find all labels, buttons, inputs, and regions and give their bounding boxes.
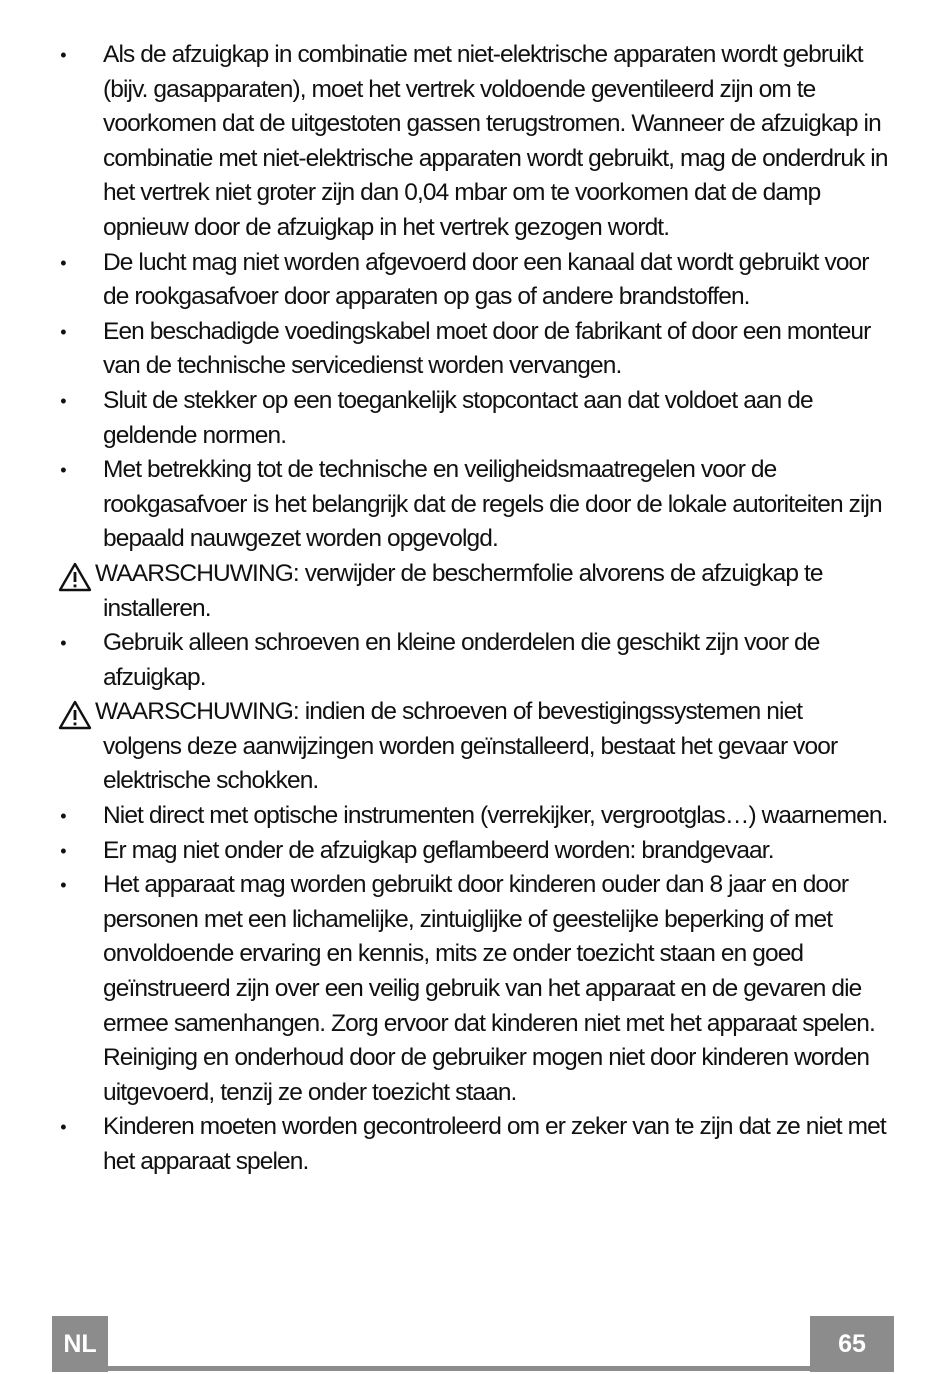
- bullet-item: [0, 868, 950, 1110]
- bullet-item: [0, 1110, 950, 1179]
- warning-triangle-icon: [58, 700, 92, 730]
- warning-triangle-icon: [58, 562, 92, 592]
- bullet-text: Het apparaat mag worden gebruikt door kinderen ouder dan 8 jaar en door personen met een lichamelijke, zintuiglijke of geestelijke beperking of met onvoldoende ervaring en kennis, mits ze onder toezicht staan en goed geïnstrueerd zijn over een veilig gebruik van het apparaat en de gevaren die ermee samenhangen. Zorg ervoor dat kinderen niet met het apparaat spelen. Reiniging en onderhoud door de gebruiker mogen niet door kinderen worden uitgevoerd, tenzij ze onder toezicht staan.: [103, 871, 875, 1106]
- bullet-text: Er mag niet onder de afzuigkap geflambeerd worden: brandgevaar.: [103, 836, 774, 864]
- warning-text-continued: installeren.: [103, 594, 211, 622]
- warning-item: [0, 557, 950, 626]
- bullet-item: [0, 453, 950, 557]
- warning-text-continued: volgens deze aanwijzingen worden geïnstalleerd, bestaat het gevaar voor elektrische schokken.: [103, 732, 838, 795]
- bullet-marker: •: [60, 252, 66, 273]
- page-number: 65: [810, 1316, 894, 1372]
- bullet-marker: •: [60, 806, 66, 827]
- bullet-marker: •: [60, 875, 66, 896]
- page-footer: [52, 1316, 894, 1372]
- bullet-text: Een beschadigde voedingskabel moet door de fabrikant of door een monteur van de technische servicedienst worden vervangen.: [103, 317, 871, 380]
- bullet-text: Met betrekking tot de technische en veiligheidsmaatregelen voor de rookgasafvoer is het belangrijk dat de regels die door de lokale autoriteiten zijn bepaald nauwgezet worden opgevolgd.: [103, 456, 882, 553]
- warning-text: : verwijder de beschermfolie alvorens de afzuigkap te: [292, 559, 823, 587]
- bullet-marker: •: [60, 1117, 66, 1138]
- bullet-marker: •: [60, 321, 66, 342]
- bullet-marker: •: [60, 390, 66, 411]
- warning-first-line: [95, 695, 890, 730]
- warning-text: : indien de schroeven of bevestigingssystemen niet: [292, 698, 803, 726]
- bullet-item: [0, 246, 950, 315]
- bullet-item: [0, 315, 950, 384]
- bullet-text: Gebruik alleen schroeven en kleine onderdelen die geschikt zijn voor de afzuigkap.: [103, 629, 820, 691]
- footer-rule: [108, 1366, 810, 1371]
- bullet-marker: •: [60, 840, 66, 861]
- bullet-item: [0, 626, 950, 695]
- warning-heading: WAARSCHUWING: [95, 559, 293, 587]
- bullet-text: Als de afzuigkap in combinatie met niet-elektrische apparaten wordt gebruikt (bijv. gasapparaten), moet het vertrek voldoende geventileerd zijn om te voorkomen dat de uitgestoten gassen terugstromen. Wanneer de afzuigkap in combinatie met niet-elektrische apparaten wordt gebruikt, mag de onderdruk in het vertrek niet groter zijn dan 0,04 mbar om te voorkomen dat de damp opnieuw door de afzuigkap in het vertrek gezogen wordt.: [103, 41, 888, 241]
- bullet-text: Sluit de stekker op een toegankelijk stopcontact aan dat voldoet aan de geldende normen.: [103, 386, 813, 449]
- bullet-item: [0, 38, 950, 246]
- bullet-text: Niet direct met optische instrumenten (verrekijker, vergrootglas…) waarnemen.: [103, 802, 888, 830]
- bullet-marker: •: [60, 45, 66, 65]
- bullet-marker: •: [60, 460, 66, 481]
- language-label: NL: [52, 1316, 108, 1372]
- warning-heading: WAARSCHUWING: [95, 698, 293, 726]
- bullet-marker: •: [60, 633, 66, 654]
- bullet-item: [0, 384, 950, 453]
- bullet-text: De lucht mag niet worden afgevoerd door een kanaal dat wordt gebruikt voor de rookgasafvoer door apparaten op gas of andere brandstoffen.: [103, 248, 869, 311]
- warning-item: [0, 695, 950, 799]
- bullet-text: Kinderen moeten worden gecontroleerd om er zeker van te zijn dat ze niet met het apparaat spelen.: [103, 1113, 886, 1175]
- document-body: [0, 38, 950, 1180]
- warning-first-line: [95, 557, 890, 592]
- bullet-item: [0, 799, 950, 834]
- bullet-item: [0, 834, 950, 869]
